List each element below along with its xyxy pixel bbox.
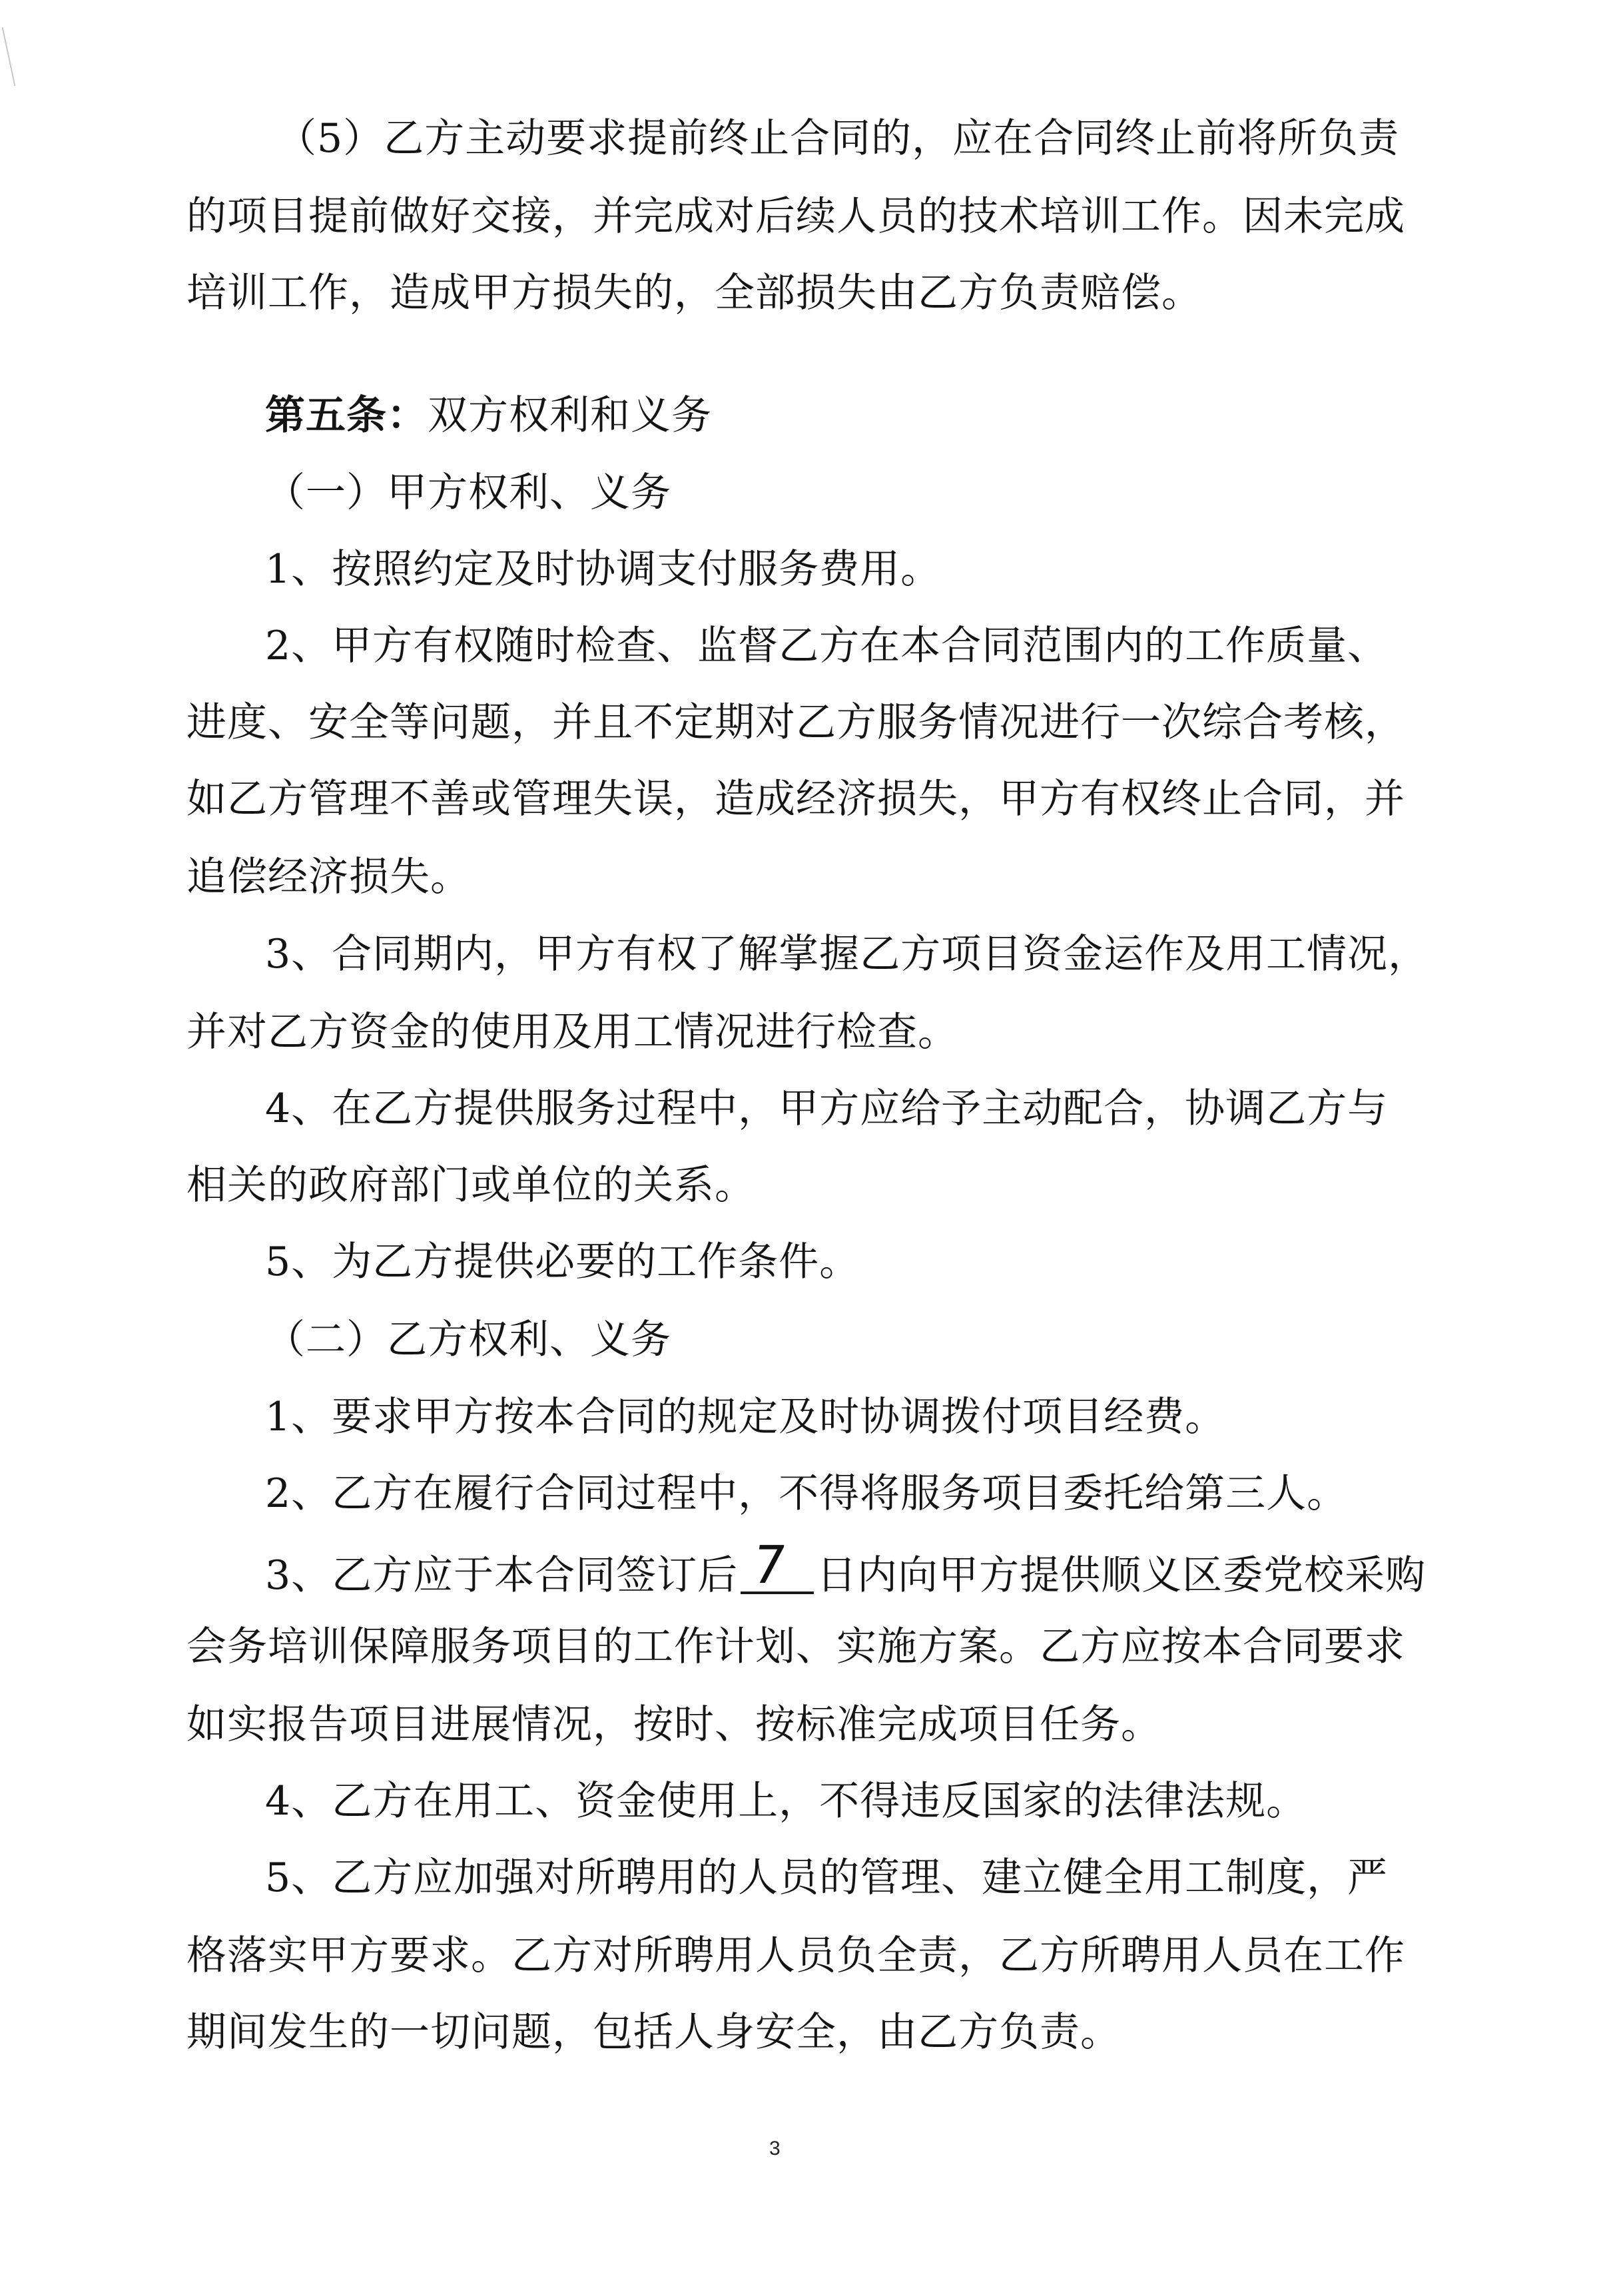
paragraph-line: 培训工作，造成甲方损失的，全部损失由乙方负责赔偿。	[186, 270, 1202, 316]
paragraph-line: 进度、安全等问题，并且不定期对乙方服务情况进行一次综合考核，	[186, 699, 1405, 746]
paragraph-line: 的项目提前做好交接，并完成对后续人员的技术培训工作。因未完成	[186, 193, 1405, 240]
scan-edge-mark	[2, 27, 16, 86]
list-item	[265, 1536, 1427, 1602]
list-item: 2、乙方在履行合同过程中，不得将服务项目委托给第三人。	[265, 1470, 1348, 1517]
paragraph-line: （5）乙方主动要求提前终止合同的，应在合同终止前将所负责	[276, 115, 1400, 162]
list-item: 4、乙方在用工、资金使用上，不得违反国家的法律法规。	[265, 1778, 1307, 1825]
paragraph-line: 并对乙方资金的使用及用工情况进行检查。	[186, 1009, 958, 1055]
list-item: 2、甲方有权随时检查、监督乙方在本合同范围内的工作质量、	[265, 623, 1389, 669]
list-item: 5、为乙方提供必要的工作条件。	[265, 1239, 860, 1285]
paragraph-line: 如实报告项目进展情况，按时、按标准完成项目任务。	[186, 1701, 1161, 1748]
paragraph-line: 期间发生的一切问题，包括人身安全，由乙方负责。	[186, 2009, 1121, 2056]
handwritten-value: 7	[748, 1536, 791, 1595]
paragraph-line: 格落实甲方要求。乙方对所聘用人员负全责，乙方所聘用人员在工作	[186, 1932, 1405, 1979]
list-item-text: 日内向甲方提供顺义区委党校采购	[816, 1552, 1427, 1599]
subsection-heading: （二）乙方权利、义务	[265, 1316, 671, 1363]
paragraph-line: 会务培训保障服务项目的工作计划、实施方案。乙方应按本合同要求	[186, 1623, 1405, 1670]
list-item: 4、在乙方提供服务过程中，甲方应给予主动配合，协调乙方与	[265, 1085, 1389, 1132]
paragraph-line: 追偿经济损失。	[186, 854, 471, 900]
section-heading	[265, 389, 712, 442]
paragraph-line: 如乙方管理不善或管理失误，造成经济损失，甲方有权终止合同，并	[186, 776, 1405, 822]
fill-in-blank	[741, 1536, 814, 1595]
subsection-heading: （一）甲方权利、义务	[265, 469, 671, 516]
list-item: 1、要求甲方按本合同的规定及时协调拨付项目经费。	[265, 1394, 1226, 1440]
page-number: 3	[769, 2138, 781, 2159]
list-item-text: 3、乙方应于本合同签订后	[265, 1552, 739, 1599]
section-heading-title: 双方权利和义务	[428, 392, 712, 439]
list-item: 5、乙方应加强对所聘用的人员的管理、建立健全用工制度，严	[265, 1855, 1389, 1901]
list-item: 3、合同期内，甲方有权了解掌握乙方项目资金运作及用工情况，	[265, 931, 1429, 978]
section-heading-label: 第五条：	[265, 392, 428, 439]
list-item: 1、按照约定及时协调支付服务费用。	[265, 546, 942, 593]
paragraph-line: 相关的政府部门或单位的关系。	[186, 1162, 755, 1209]
